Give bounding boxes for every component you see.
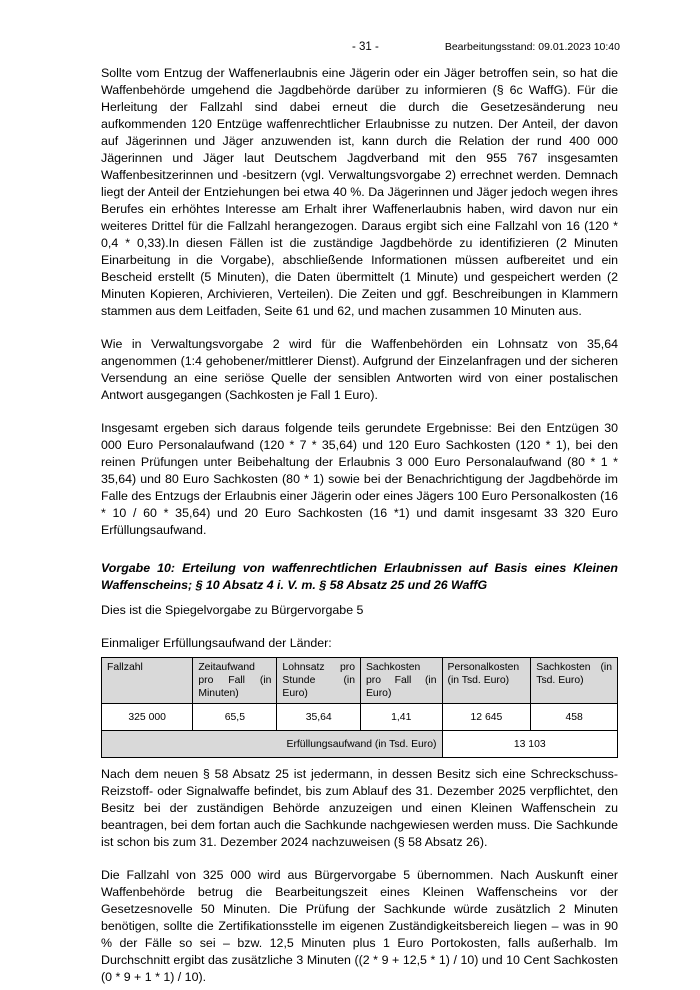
table-header-row <box>102 658 618 704</box>
header-lohnsatz: Lohnsatz pro Stunde (in Euro) <box>277 658 361 704</box>
paragraph-kleiner-waffenschein: Nach dem neuen § 58 Absatz 25 ist jedermann, in dessen Besitz sich eine Schreckschuss-Reizstoff- oder Signalwaffe befindet, bis zum Ablauf des 31. Dezember 2025 verpflichtet, den Besitz bei der zuständigen Behörde anzuzeigen und einen Kleinen Waffenschein zu beantragen, bei dem fortan auch die Sachkunde nachgewiesen werden muss. Die Sachkunde ist schon bis zum 31. Dezember 2024 nachzuweisen (§ 58 Absatz 26). <box>101 767 618 849</box>
header-sachkosten: Sachkosten (in Tsd. Euro) <box>531 658 618 704</box>
cell-zeitaufwand: 65,5 <box>193 704 277 731</box>
cost-table <box>101 657 618 758</box>
page-number: - 31 - <box>352 41 379 53</box>
cell-personalkosten: 12 645 <box>442 704 531 731</box>
paragraph-ergebnisse: Insgesamt ergeben sich daraus folgende teils gerundete Ergebnisse: Bei den Entzügen 30 000 Euro Personalaufwand (120 * 7 * 35,64) und 120 Euro Sachkosten (120 * 1), bei den reinen Prüfungen unter Beibehaltung der Erlaubnis 3 000 Euro Personalaufwand (80 * 1 * 35,64) und 80 Euro Sachkosten (80 * 1) sowie bei der Benachrichtigung der Jagdbehörde im Falle des Entzugs der Erlaubnis einer Jägerin oder eines Jägers 100 Euro Personalkosten (16 * 10 / 60 * 35,64) und 20 Euro Sachkosten (16 *1) und damit insgesamt 33 320 Euro Erfüllungsaufwand. <box>101 421 618 537</box>
total-label: Erfüllungsaufwand (in Tsd. Euro) <box>102 731 443 758</box>
document-body <box>101 65 618 986</box>
cell-fallzahl: 325 000 <box>102 704 193 731</box>
table-caption: Einmaliger Erfüllungsaufwand der Länder: <box>101 636 332 650</box>
cell-lohnsatz: 35,64 <box>277 704 361 731</box>
paragraph-lohnsatz: Wie in Verwaltungsvorgabe 2 wird für die Waffenbehörden ein Lohnsatz von 35,64 angenommen (1:4 gehobener/mittlerer Dienst). Aufgrund der Einzelanfragen und der sicheren Versendung an eine seriöse Quelle der sensiblen Antworten wird von einer postalischen Antwort ausgegangen (Sachkosten je Fall 1 Euro). <box>101 337 618 402</box>
header-personalkosten: Personalkosten (in Tsd. Euro) <box>442 658 531 704</box>
table-row <box>102 704 618 731</box>
header-zeitaufwand: Zeitaufwand pro Fall (in Minuten) <box>193 658 277 704</box>
cell-sachkosten-pro-fall: 1,41 <box>361 704 443 731</box>
paragraph-jagdbehoerde: Sollte vom Entzug der Waffenerlaubnis eine Jägerin oder ein Jäger betroffen sein, so hat die Waffenbehörde umgehend die Jagdbehörde darüber zu informieren (§ 6c WaffG). Für die Herleitung der Fallzahl sind dabei erneut die durch die Gesetzesänderung neu aufkommenden 120 Entzüge waffenrechtlicher Erlaubnisse zu nutzen. Der Anteil, der davon auf Jägerinnen und Jäger anzuwenden ist, kann durch die Relation der rund 400 000 Jägerinnen und Jäger laut Deutschem Jagdverband mit den 955 767 insgesamten Waffenbesitzerinnen und -besitzern (vgl. Verwaltungsvorgabe 2) errechnet werden. Demnach liegt der Anteil der Entziehungen bei etwa 40 %. Da Jägerinnen und Jäger jedoch wegen ihres Berufes ein erhöhtes Interesse am Erhalt ihrer Waffenerlaubnis haben, wird davon nur ein weiteres Drittel für die Fallzahl herangezogen. Daraus ergibt sich eine Fallzahl von 16 (120 * 0,4 * 0,33).In diesen Fällen ist die zuständige Jagdbehörde zu identifizieren (2 Minuten Einarbeitung in die Vorgabe), abschließende Informationen müssen aufbereitet und ein Bescheid erstellt (5 Minuten), die Daten übermittelt (1 Minute) und gespeichert werden (2 Minuten Kopieren, Archivieren, Verteilen). Die Zeiten und ggf. Beschreibungen in Klammern stammen aus dem Leitfaden, Seite 61 und 62, und machen zusammen 10 Minuten aus. <box>101 66 618 318</box>
cell-sachkosten: 458 <box>531 704 618 731</box>
table-total-row <box>102 731 618 758</box>
edit-status: Bearbeitungsstand: 09.01.2023 10:40 <box>444 41 620 53</box>
total-value: 13 103 <box>442 731 617 758</box>
page-header <box>100 41 620 57</box>
paragraph-spiegelvorgabe: Dies ist die Spiegelvorgabe zu Bürgervorgabe 5 <box>101 603 364 617</box>
section-heading-vorgabe-10: Vorgabe 10: Erteilung von waffenrechtlichen Erlaubnissen auf Basis eines Kleinen Waffenscheins; § 10 Absatz 4 i. V. m. § 58 Absatz 25 und 26 WaffG <box>101 561 618 592</box>
header-sachkosten-pro-fall: Sachkosten pro Fall (in Euro) <box>361 658 443 704</box>
header-fallzahl: Fallzahl <box>102 658 193 704</box>
paragraph-fallzahl: Die Fallzahl von 325 000 wird aus Bürgervorgabe 5 übernommen. Nach Auskunft einer Waffenbehörde betrug die Bearbeitungszeit eines Kleinen Waffenscheins vor der Gesetzesnovelle 50 Minuten. Die Prüfung der Sachkunde würde zusätzlich 2 Minuten benötigen, sollte die Zertifikationsstelle im eigenen Zuständigkeitsbereich liegen – was in 90 % der Fälle so sei – bzw. 12,5 Minuten plus 1 Euro Portokosten, falls außerhalb. Im Durchschnitt ergibt das zusätzliche 3 Minuten ((2 * 9 + 12,5 * 1) / 10) und 10 Cent Sachkosten (0 * 9 + 1 * 1) / 10). <box>101 868 618 984</box>
